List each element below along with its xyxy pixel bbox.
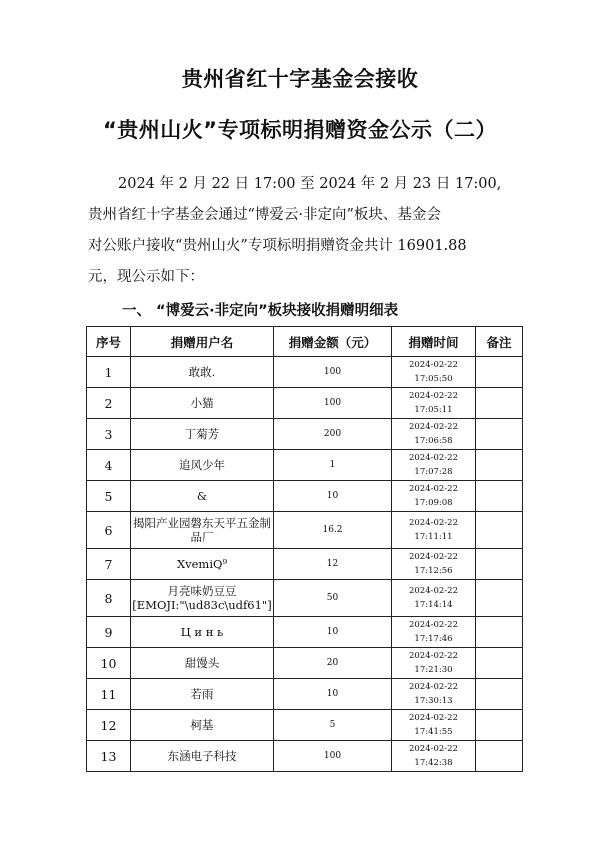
donation-date: 2024-02-22 [408,453,458,463]
cell-donor-name: XvemiQ⁹ [131,549,274,580]
cell-donation-time [392,741,476,772]
table-row [87,481,523,512]
donation-date: 2024-02-22 [408,518,458,528]
cell-remarks [476,419,523,450]
cell-donation-amount: 200 [274,419,392,450]
intro-paragraph-line-3: 对公账户接收“贵州山火”专项标明捐赠资金共计 16901.88 [88,238,467,254]
cell-donation-time [392,481,476,512]
donation-clock-time: 17:05:11 [414,405,453,415]
cell-donor-name: 柯基 [131,710,274,741]
cell-donor-name: 若雨 [131,679,274,710]
table-row [87,512,523,549]
cell-donation-amount: 100 [274,357,392,388]
cell-donation-amount: 100 [274,388,392,419]
cell-donor-name: 揭阳产业园磐东天平五金制品厂 [131,512,274,549]
cell-donation-amount: 16.2 [274,512,392,549]
header-donor-name: 捐赠用户名 [131,327,274,357]
cell-donation-amount: 1 [274,450,392,481]
donation-clock-time: 17:14:14 [414,600,453,610]
donation-date: 2024-02-22 [408,744,458,754]
table-row [87,357,523,388]
intro-paragraph-line-1: 2024 年 2 月 22 日 17:00 至 2024 年 2 月 23 日 17:00, [118,176,502,192]
cell-remarks [476,512,523,549]
cell-donation-amount: 5 [274,710,392,741]
cell-remarks [476,357,523,388]
cell-donation-amount: 10 [274,617,392,648]
donation-date: 2024-02-22 [408,651,458,661]
table-row [87,741,523,772]
donation-clock-time: 17:12:56 [414,566,453,576]
cell-serial-number: 3 [87,419,131,450]
donation-date: 2024-02-22 [408,484,458,494]
cell-donation-time [392,549,476,580]
cell-serial-number: 6 [87,512,131,549]
cell-donation-time [392,450,476,481]
table-row [87,388,523,419]
cell-serial-number: 9 [87,617,131,648]
cell-donation-amount: 10 [274,481,392,512]
cell-donation-amount: 10 [274,679,392,710]
cell-donor-name: 敢敢. [131,357,274,388]
table-row [87,450,523,481]
cell-remarks [476,741,523,772]
donation-clock-time: 17:30:13 [414,696,453,706]
table-row [87,617,523,648]
table-body [87,357,523,772]
cell-donation-time [392,679,476,710]
cell-donation-amount: 100 [274,741,392,772]
cell-donation-amount: 50 [274,580,392,617]
document-title-line-2: “贵州山火”专项标明捐赠资金公示（二） [102,118,498,142]
donation-date: 2024-02-22 [408,391,458,401]
table-row [87,679,523,710]
cell-donation-time [392,710,476,741]
cell-serial-number: 13 [87,741,131,772]
cell-serial-number: 11 [87,679,131,710]
donation-clock-time: 17:17:46 [414,634,453,644]
cell-serial-number: 10 [87,648,131,679]
cell-remarks [476,648,523,679]
cell-remarks [476,388,523,419]
cell-serial-number: 1 [87,357,131,388]
table-row [87,648,523,679]
donation-clock-time: 17:05:50 [414,374,453,384]
cell-serial-number: 5 [87,481,131,512]
cell-donation-time [392,648,476,679]
table-row [87,580,523,617]
donation-date: 2024-02-22 [408,360,458,370]
cell-donor-name: Ц и н ь [131,617,274,648]
donation-date: 2024-02-22 [408,682,458,692]
donation-date: 2024-02-22 [408,620,458,630]
table-row [87,419,523,450]
cell-donor-name: 甜馒头 [131,648,274,679]
donation-clock-time: 17:06:58 [414,436,453,446]
donation-clock-time: 17:41:55 [414,727,453,737]
document-title-line-1: 贵州省红十字基金会接收 [181,67,419,91]
cell-donor-name: 丁菊芳 [131,419,274,450]
cell-donor-name: 追风少年 [131,450,274,481]
donation-clock-time: 17:07:28 [414,467,453,477]
cell-serial-number: 8 [87,580,131,617]
intro-paragraph-line-4: 元，现公示如下： [88,269,204,285]
cell-remarks [476,549,523,580]
cell-remarks [476,617,523,648]
cell-remarks [476,679,523,710]
cell-remarks [476,481,523,512]
donation-date: 2024-02-22 [408,552,458,562]
header-donation-amount: 捐赠金额（元） [274,327,392,357]
cell-serial-number: 4 [87,450,131,481]
intro-paragraph-line-2: 贵州省红十字基金会通过“博爱云·非定向”板块、基金会 [88,207,441,223]
cell-donor-name: 月亮味奶豆豆[EMOJI:"\ud83c\udf61"] [131,580,274,617]
donation-clock-time: 17:21:30 [414,665,453,675]
cell-donor-name: & [131,481,274,512]
donation-detail-table [86,326,523,772]
donation-clock-time: 17:42:38 [414,758,453,768]
cell-donation-amount: 12 [274,549,392,580]
cell-donation-time [392,419,476,450]
section-heading: 一、 “博爱云·非定向”板块接收捐赠明细表 [122,303,399,319]
donation-date: 2024-02-22 [408,586,458,596]
cell-remarks [476,580,523,617]
donation-date: 2024-02-22 [408,422,458,432]
header-donation-time: 捐赠时间 [392,327,476,357]
donation-date: 2024-02-22 [408,713,458,723]
cell-serial-number: 12 [87,710,131,741]
header-serial-number: 序号 [87,327,131,357]
table-row [87,710,523,741]
table-header-row [87,327,523,357]
cell-donation-time [392,617,476,648]
cell-donor-name: 小猫 [131,388,274,419]
donation-clock-time: 17:11:11 [414,532,453,542]
cell-donation-time [392,580,476,617]
cell-donation-time [392,357,476,388]
cell-remarks [476,710,523,741]
cell-remarks [476,450,523,481]
donation-clock-time: 17:09:08 [414,498,453,508]
table-row [87,549,523,580]
cell-serial-number: 2 [87,388,131,419]
header-remarks: 备注 [476,327,523,357]
cell-donor-name: 东涵电子科技 [131,741,274,772]
cell-serial-number: 7 [87,549,131,580]
cell-donation-amount: 20 [274,648,392,679]
cell-donation-time [392,512,476,549]
cell-donation-time [392,388,476,419]
